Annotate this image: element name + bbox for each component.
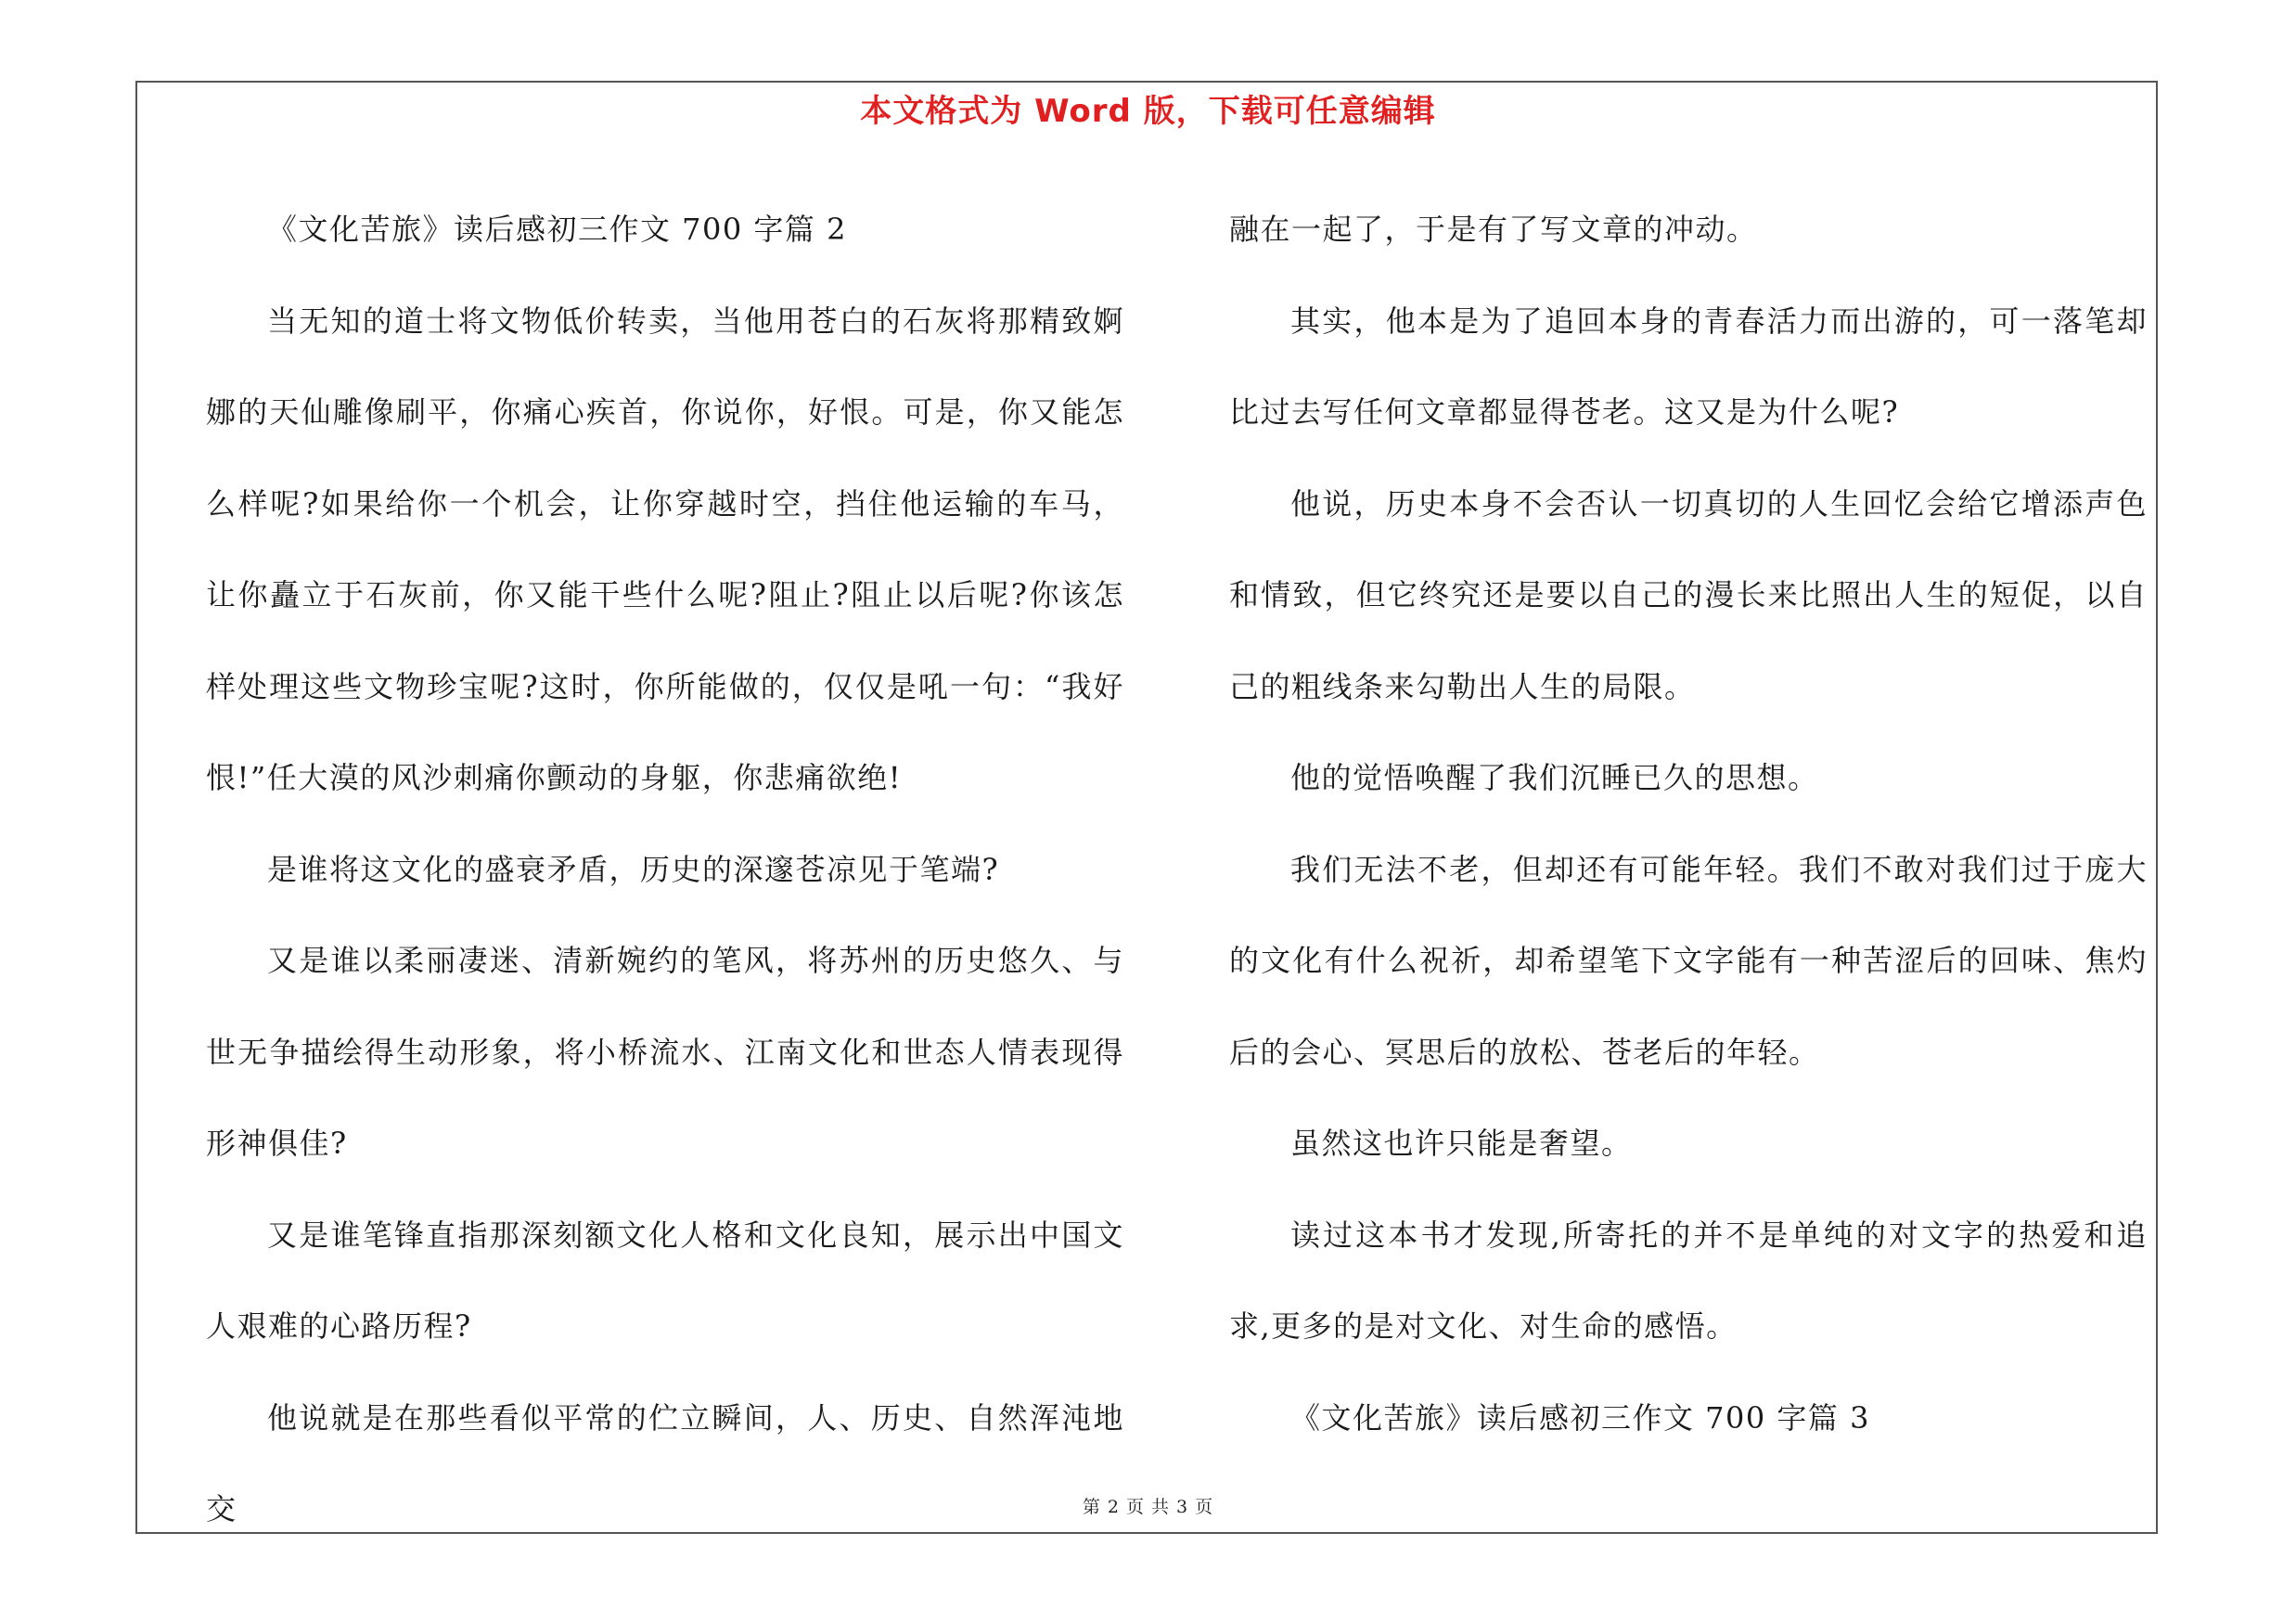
paragraph: 读过这本书才发现,所寄托的并不是单纯的对文字的热爱和追求,更多的是对文化、对生命的感悟。 (1229, 1217, 2148, 1344)
paragraph: 《文化苦旅》读后感初三作文 700 字篇 2 (267, 212, 847, 247)
paragraph: 虽然这也许只能是奢望。 (1290, 1126, 1633, 1161)
word-format-banner: 本文格式为 Word 版，下载可任意编辑 (860, 93, 1436, 130)
paragraph: 《文化苦旅》读后感初三作文 700 字篇 3 (1290, 1399, 1870, 1436)
paragraph: 他说就是在那些看似平常的伫立瞬间，人、历史、自然浑沌地交 (206, 1399, 1124, 1526)
paragraph: 是谁将这文化的盛衰矛盾，历史的深邃苍凉见于笔端? (267, 851, 1000, 887)
paragraph: 融在一起了，于是有了写文章的冲动。 (1229, 212, 1758, 247)
paragraph: 他说，历史本身不会否认一切真切的人生回忆会给它增添声色和情致，但它终究还是要以自己的漫长来比照出人生的短促，以自己的粗线条来勾勒出人生的局限。 (1229, 485, 2148, 704)
page-number-footer: 第 2 页 共 3 页 (1082, 1497, 1214, 1517)
paragraph: 又是谁笔锋直指那深刻额文化人格和文化良知，展示出中国文人艰难的心路历程? (206, 1217, 1124, 1344)
right-column (1229, 184, 2148, 1463)
paragraph: 我们无法不老，但却还有可能年轻。我们不敢对我们过于庞大的文化有什么祝祈，却希望笔下文字能有一种苦涩后的回味、焦灼后的会心、冥思后的放松、苍老后的年轻。 (1229, 851, 2148, 1070)
paragraph: 他的觉悟唤醒了我们沉睡已久的思想。 (1290, 760, 1819, 795)
paragraph: 当无知的道士将文物低价转卖，当他用苍白的石灰将那精致婀娜的天仙雕像刷平，你痛心疾首，你说你，好恨。可是，你又能怎么样呢?如果给你一个机会，让你穿越时空，挡住他运输的车马，让你矗立于石灰前，你又能干些什么呢?阻止?阻止以后呢?你该怎样处理这些文物珍宝呢?这时，你所能做的，仅仅是吼一句：“我好恨!”任大漠的风沙刺痛你颤动的身躯，你悲痛欲绝! (206, 303, 1124, 795)
paragraph: 又是谁以柔丽凄迷、清新婉约的笔风，将苏州的历史悠久、与世无争描绘得生动形象，将小桥流水、江南文化和世态人情表现得形神俱佳? (206, 943, 1124, 1161)
paragraph: 其实，他本是为了追回本身的青春活力而出游的，可一落笔却比过去写任何文章都显得苍老。这又是为什么呢? (1229, 303, 2148, 430)
left-column (206, 184, 1124, 1555)
